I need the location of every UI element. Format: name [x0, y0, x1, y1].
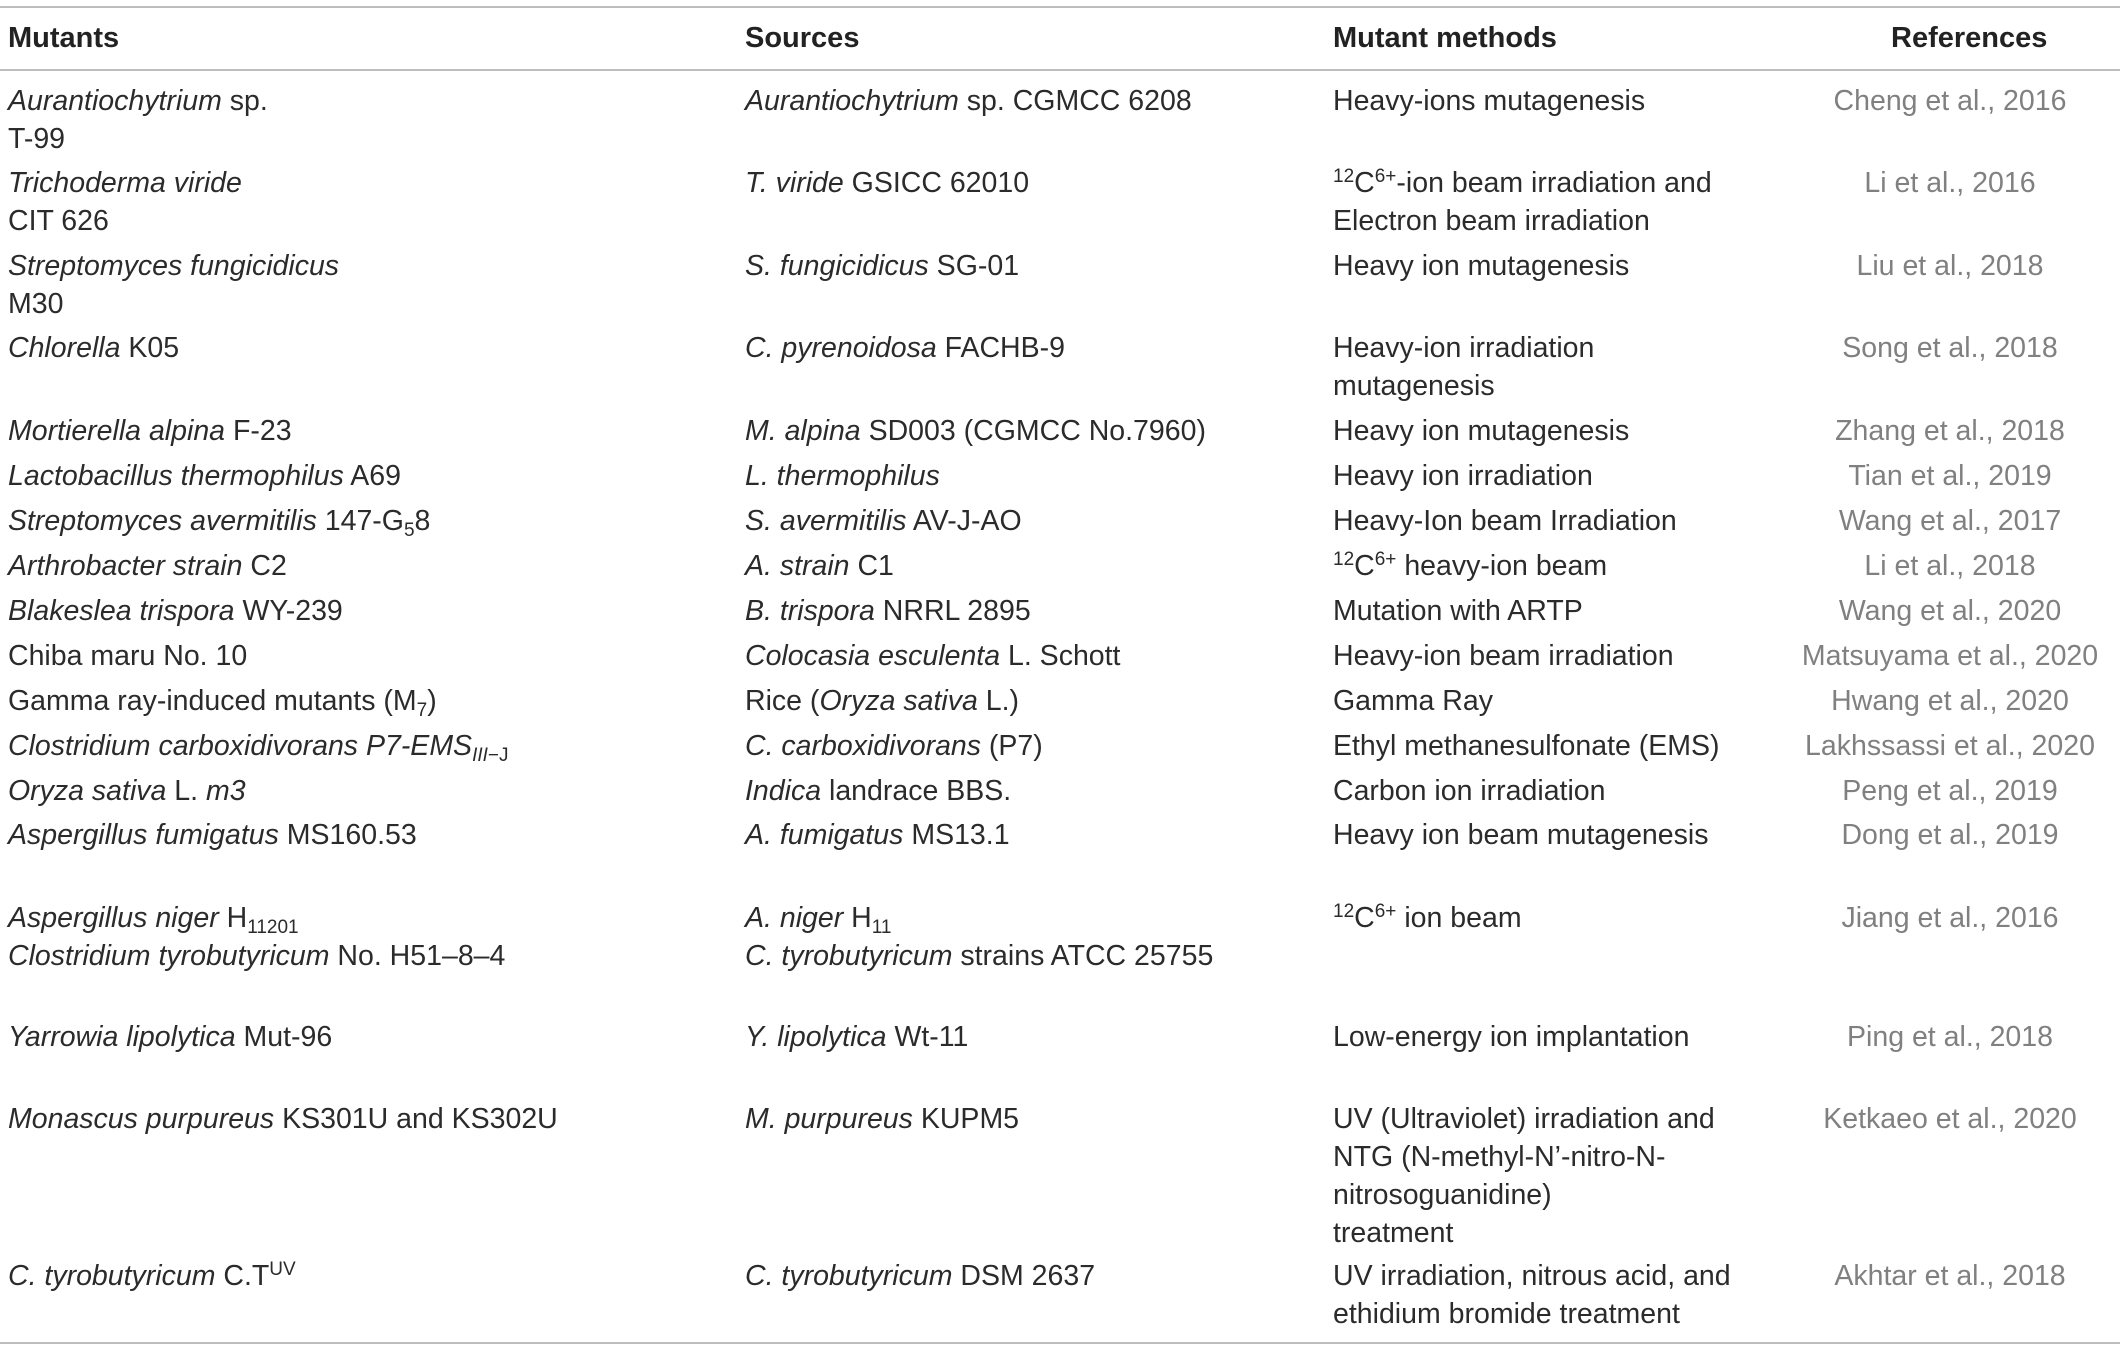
cell-source: C. carboxidivorans (P7)	[745, 730, 1043, 762]
cell-mutant: Mortierella alpina F-23	[8, 415, 292, 447]
cell-reference[interactable]: Ping et al., 2018	[1847, 1021, 2053, 1053]
cell-mutant: Yarrowia lipolytica Mut-96	[8, 1021, 333, 1053]
cell-mutant: Clostridium carboxidivorans $P7-EMS_{III-J}$	[8, 730, 509, 766]
cell-reference[interactable]: Wang et al., 2020	[1838, 595, 2062, 627]
cell-mutant: Lactobacillus thermophilus A69	[8, 460, 401, 492]
header-methods: Mutant methods	[1333, 22, 1557, 54]
cell-source: A. strain C1	[745, 550, 894, 582]
cell-mutant: Aspergillus niger $H_{11201}$ Clostridium tyrobutyricum No. H51–8–4	[8, 902, 506, 972]
cell-reference[interactable]: Lakhssassi et al., 2020	[1805, 730, 2095, 762]
cell-reference[interactable]: Wang et al., 2017	[1838, 505, 2062, 537]
cell-reference[interactable]: Matsuyama et al., 2020	[1801, 640, 2099, 672]
cell-mutant: Chiba maru No. 10	[8, 640, 248, 672]
cell-method: UV (Ultraviolet) irradiation and NTG (N-methyl-N’-nitro-N- nitrosoguanidine) treatment	[1333, 1103, 1715, 1249]
cell-method: Heavy ion mutagenesis	[1333, 250, 1630, 282]
cell-mutant: Monascus purpureus KS301U and KS302U	[8, 1103, 558, 1135]
cell-source: S. avermitilis AV-J-AO	[745, 505, 1022, 537]
cell-source: T. viride GSICC 62010	[745, 167, 1030, 199]
cell-source: A. niger $H_{11}$ C. tyrobutyricum strains ATCC 25755	[745, 902, 1214, 972]
cell-method: Mutation with ARTP	[1333, 595, 1583, 627]
header-mutants: Mutants	[8, 22, 120, 54]
cell-source: C. pyrenoidosa FACHB-9	[745, 332, 1065, 364]
cell-mutant: Blakeslea trispora WY-239	[8, 595, 343, 627]
cell-reference[interactable]: Li et al., 2016	[1864, 167, 2036, 199]
cell-mutant: Oryza sativa L. m3	[8, 775, 246, 807]
cell-source: A. fumigatus MS13.1	[745, 819, 1010, 851]
cell-method: Heavy-Ion beam Irradiation	[1333, 505, 1677, 537]
cell-reference[interactable]: Jiang et al., 2016	[1841, 902, 2059, 934]
cell-reference[interactable]: Zhang et al., 2018	[1835, 415, 2065, 447]
cell-source: Colocasia esculenta L. Schott	[745, 640, 1121, 672]
header-references: References	[1891, 22, 2048, 54]
cell-mutant: Streptomyces fungicidicus M30	[8, 250, 340, 320]
cell-reference[interactable]: Dong et al., 2019	[1841, 819, 2059, 851]
header-sources: Sources	[745, 22, 860, 54]
table-header-rule	[0, 69, 2120, 71]
cell-method: Heavy-ion irradiation mutagenesis	[1333, 332, 1595, 402]
table-bottom-rule	[0, 1342, 2120, 1344]
cell-source: Aurantiochytrium sp. CGMCC 6208	[745, 85, 1192, 117]
cell-source: Y. lipolytica Wt-11	[745, 1021, 969, 1053]
cell-method: Heavy-ion beam irradiation	[1333, 640, 1674, 672]
cell-source: L. thermophilus	[745, 460, 940, 492]
cell-mutant: Arthrobacter strain C2	[8, 550, 287, 582]
cell-reference[interactable]: Peng et al., 2019	[1842, 775, 2058, 807]
cell-reference[interactable]: Ketkaeo et al., 2020	[1823, 1103, 2077, 1135]
cell-reference[interactable]: Liu et al., 2018	[1856, 250, 2044, 282]
cell-method: Heavy ion beam mutagenesis	[1333, 819, 1709, 851]
cell-source: M. purpureus KUPM5	[745, 1103, 1020, 1135]
cell-reference[interactable]: Tian et al., 2019	[1848, 460, 2052, 492]
cell-mutant: Aurantiochytrium sp. T-99	[8, 85, 268, 155]
cell-mutant: Aspergillus fumigatus MS160.53	[8, 819, 417, 851]
cell-method: Heavy ion mutagenesis	[1333, 415, 1630, 447]
cell-method: Low-energy ion implantation	[1333, 1021, 1690, 1053]
cell-reference[interactable]: Hwang et al., 2020	[1831, 685, 2069, 717]
cell-method: Carbon ion irradiation	[1333, 775, 1606, 807]
table-header	[0, 8, 2120, 68]
cell-source: B. trispora NRRL 2895	[745, 595, 1031, 627]
cell-method: $^{12}C^{6+}$ ion beam	[1333, 901, 1522, 934]
cell-reference[interactable]: Akhtar et al., 2018	[1834, 1260, 2066, 1292]
cell-reference[interactable]: Li et al., 2018	[1864, 550, 2036, 582]
cell-method: Ethyl methanesulfonate (EMS)	[1333, 730, 1720, 762]
cell-source: Rice (Oryza sativa L.)	[745, 685, 1020, 717]
cell-method: $^{12}C^{6+}$-ion beam irradiation and Electron beam irradiation	[1333, 166, 1712, 237]
cell-method: Heavy ion irradiation	[1333, 460, 1593, 492]
cell-reference[interactable]: Cheng et al., 2016	[1833, 85, 2067, 117]
cell-method: Gamma Ray	[1333, 685, 1493, 717]
cell-mutant: C. tyrobutyricum $C.T^{UV}$	[8, 1259, 296, 1292]
cell-mutant: Gamma ray-induced mutants $(M_7)$	[8, 685, 437, 721]
cell-source: C. tyrobutyricum DSM 2637	[745, 1260, 1096, 1292]
cell-method: $^{12}C^{6+}$ heavy-ion beam	[1333, 549, 1608, 582]
cell-source: M. alpina SD003 (CGMCC No.7960)	[745, 415, 1206, 447]
cell-mutant: Streptomyces avermitilis $147-G_58$	[8, 505, 431, 541]
cell-source: S. fungicidicus SG-01	[745, 250, 1020, 282]
cell-mutant: Chlorella K05	[8, 332, 180, 364]
cell-method: UV irradiation, nitrous acid, and ethidium bromide treatment	[1333, 1260, 1731, 1330]
cell-mutant: Trichoderma viride CIT 626	[8, 167, 242, 237]
cell-source: Indica landrace BBS.	[745, 775, 1012, 807]
cell-reference[interactable]: Song et al., 2018	[1842, 332, 2058, 364]
cell-method: Heavy-ions mutagenesis	[1333, 85, 1646, 117]
